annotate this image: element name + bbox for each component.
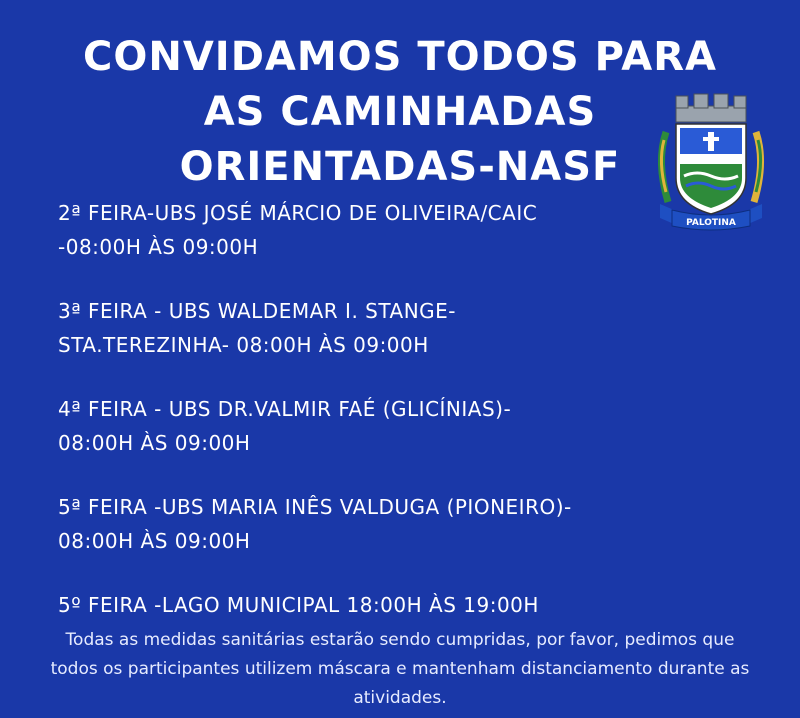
- title-line-2: AS CAMINHADAS: [203, 89, 597, 135]
- footer-line-3: atividades.: [353, 688, 447, 708]
- schedule-item-day-location: 3ª FEIRA - UBS WALDEMAR I. STANGE-: [58, 299, 457, 323]
- wheat-left-icon: [661, 132, 668, 202]
- footer-notice: [10, 626, 790, 713]
- schedule-item-day-location: 4ª FEIRA - UBS DR.VALMIR FAÉ (GLICÍNIAS)-: [58, 397, 512, 421]
- schedule-item-time: -08:00H ÀS 09:00H: [58, 235, 259, 259]
- schedule-item: [58, 588, 658, 622]
- palotina-coat-of-arms-icon: [652, 92, 770, 232]
- schedule-item: [58, 294, 658, 362]
- schedule-item: [58, 392, 658, 460]
- schedule-item-time: STA.TEREZINHA- 08:00H ÀS 09:00H: [58, 333, 429, 357]
- footer-line-2: todos os participantes utilizem máscara e mantenham distanciamento durante as: [50, 659, 750, 679]
- schedule-item-day-location: 5ª FEIRA -UBS MARIA INÊS VALDUGA (PIONEIRO)-: [58, 495, 572, 519]
- footer-line-1: Todas as medidas sanitárias estarão sendo cumpridas, por favor, pedimos que: [65, 630, 735, 650]
- wheat-right-icon: [754, 132, 761, 202]
- schedule-list: [58, 196, 658, 622]
- schedule-item-time: 08:00H ÀS 09:00H: [58, 529, 251, 553]
- title-line-1: CONVIDAMOS TODOS PARA: [83, 34, 717, 80]
- title-line-3: ORIENTADAS-NASF: [179, 144, 621, 190]
- svg-text:PALOTINA: PALOTINA: [686, 218, 736, 228]
- crown-icon: [676, 94, 746, 122]
- schedule-item-day-location: 2ª FEIRA-UBS JOSÉ MÁRCIO DE OLIVEIRA/CAIC: [58, 201, 538, 225]
- schedule-item-day-location: 5º FEIRA -LAGO MUNICIPAL 18:00H ÀS 19:00H: [58, 593, 539, 617]
- schedule-item: [58, 490, 658, 558]
- schedule-item-time: 08:00H ÀS 09:00H: [58, 431, 251, 455]
- schedule-item: [58, 196, 658, 264]
